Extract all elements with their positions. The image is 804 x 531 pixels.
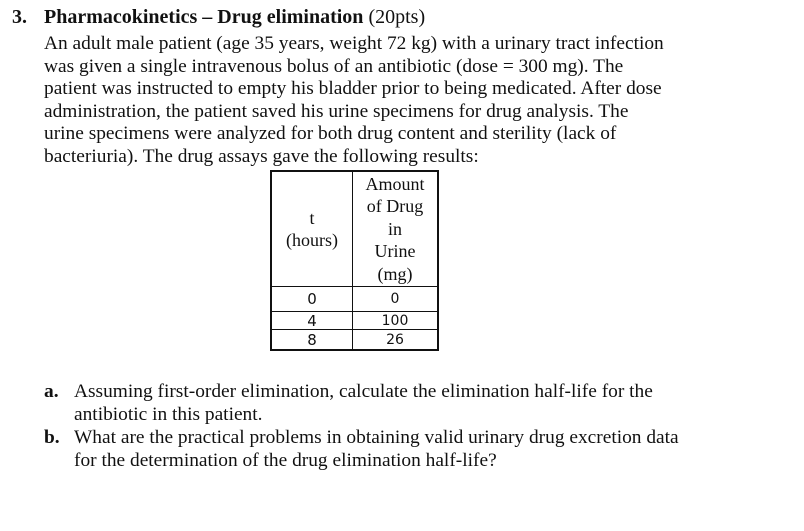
body-line: An adult male patient (age 35 years, weight 72 kg) with a urinary tract infection	[44, 33, 664, 54]
amount-cell: 100	[353, 312, 439, 330]
header-line: Amount	[365, 173, 425, 194]
question-item	[44, 380, 794, 426]
amount-cell: 26	[353, 330, 439, 351]
body-line: bacteriuria). The drug assays gave the following results:	[44, 145, 479, 167]
question-list	[44, 380, 794, 472]
table-header-row	[271, 171, 438, 287]
body-line: administration, the patient saved his urine specimens for drug analysis. The	[44, 100, 629, 122]
problem-points: (20pts)	[368, 6, 426, 28]
body-line: urine specimens were analyzed for both drug content and sterility (lack of	[44, 123, 617, 145]
drug-data-table	[270, 170, 439, 351]
problem-number: 3.	[12, 6, 27, 28]
amount-cell: 0	[353, 287, 439, 312]
question-label: a.	[44, 381, 59, 402]
question-label: b.	[44, 427, 60, 448]
header-line: t	[309, 208, 315, 228]
question-line: What are the practical problems in obtaining valid urinary drug excretion data	[74, 427, 679, 448]
time-cell: 4	[271, 312, 353, 330]
question-text	[74, 380, 653, 426]
problem-title: Pharmacokinetics – Drug elimination	[44, 6, 364, 28]
problem-body	[44, 33, 794, 169]
question-line: antibiotic in this patient.	[74, 404, 263, 425]
body-line: patient was instructed to empty his bladder prior to being medicated. After dose	[44, 78, 662, 100]
amount-column-header	[353, 171, 439, 287]
header-line: in	[387, 218, 402, 239]
table-row	[271, 287, 438, 312]
question-item	[44, 426, 794, 472]
time-cell: 0	[271, 287, 353, 312]
table-row	[271, 312, 438, 330]
time-cell: 8	[271, 330, 353, 351]
header-line: (hours)	[286, 230, 338, 250]
header-line: Urine	[374, 241, 416, 262]
time-column-header	[271, 171, 353, 287]
body-line: was given a single intravenous bolus of an antibiotic (dose = 300 mg). The	[44, 55, 624, 77]
table-row	[271, 330, 438, 351]
header-line: of Drug	[366, 196, 424, 217]
question-line: for the determination of the drug elimination half-life?	[74, 450, 497, 471]
question-text	[74, 426, 679, 472]
header-line: (mg)	[377, 263, 413, 284]
question-line: Assuming first-order elimination, calculate the elimination half-life for the	[74, 381, 653, 402]
problem-heading	[12, 6, 425, 28]
